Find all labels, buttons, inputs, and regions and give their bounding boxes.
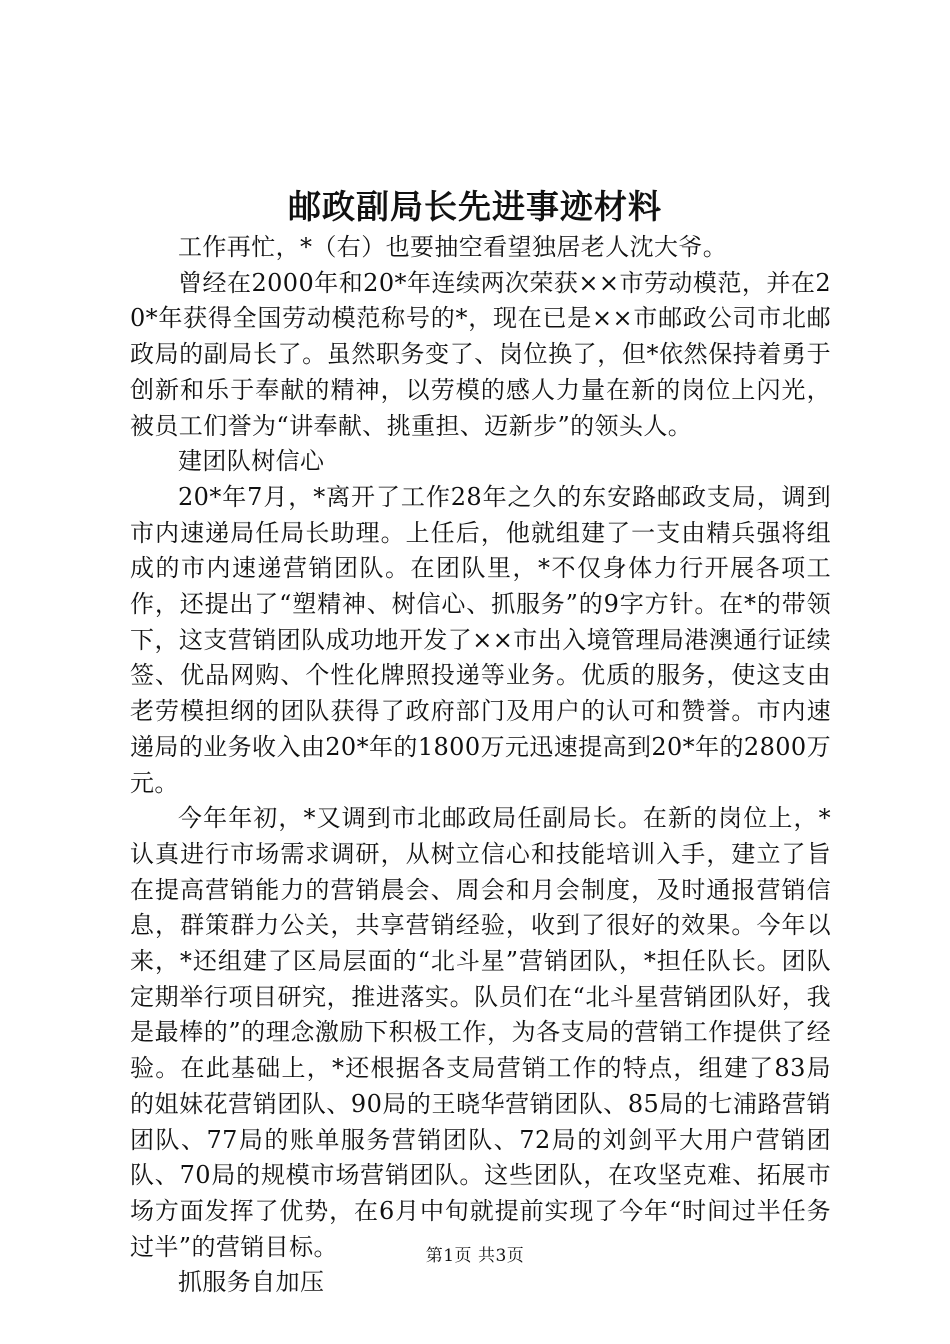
document-body	[130, 230, 831, 1301]
paragraph-intro: 工作再忙，*（右）也要抽空看望独居老人沈大爷。	[178, 233, 728, 261]
paragraph-deputy-director: 今年年初，*又调到市北邮政局任副局长。在新的岗位上，*认真进行市场需求调研，从树立信心和技能培训入手，建立了旨在提高营销能力的营销晨会、周会和月会制度，及时通报营销信息，群策群力公关，共享营销经验，收到了很好的效果。今年以来，*还组建了区局层面的“北斗星”营销团队，*担任队长。团队定期举行项目研究，推进落实。队员们在“北斗星营销团队好，我是最棒的”的理念激励下积极工作，为各支局的营销工作提供了经验。在此基础上，*还根据各支局营销工作的特点，组建了83局的姐妹花营销团队、90局的王晓华营销团队、85局的七浦路营销团队、77局的账单服务营销团队、72局的刘剑平大用户营销团队、70局的规模市场营销团队。这些团队，在攻坚克难、拓展市场方面发挥了优势，在6月中旬就提前实现了今年“时间过半任务过半”的营销目标。	[130, 804, 831, 1261]
section-heading-service: 抓服务自加压	[178, 1268, 325, 1297]
paragraph-team: 20*年7月，*离开了工作28年之久的东安路邮政支局，调到市内速递局任局长助理。上任后，他就组建了一支由精兵强将组成的市内速递营销团队。在团队里，*不仅身体力行开展各项工作，还提出了“塑精神、树信心、抓服务”的9字方针。在*的带领下，这支营销团队成功地开发了××市出入境管理局港澳通行证续签、优品网购、个性化牌照投递等业务。优质的服务，使这支由老劳模担纲的团队获得了政府部门及用户的认可和赞誉。市内速递局的业务收入由20*年的1800万元迅速提高到20*年的2800万元。	[130, 482, 831, 797]
section-heading-team: 建团队树信心	[178, 447, 325, 476]
paragraph-background: 曾经在2000年和20*年连续两次荣获××市劳动模范，并在20*年获得全国劳动模范称号的*，现在已是××市邮政公司市北邮政局的副局长了。虽然职务变了、岗位换了，但*依然保持着勇于创新和乐于奉献的精神，以劳模的感人力量在新的岗位上闪光，被员工们誉为“讲奉献、挑重担、迈新步”的领头人。	[130, 268, 831, 440]
page-footer: 第1页 共3页	[425, 1246, 525, 1266]
document-title: 邮政副局长先进事迹材料	[288, 187, 662, 226]
